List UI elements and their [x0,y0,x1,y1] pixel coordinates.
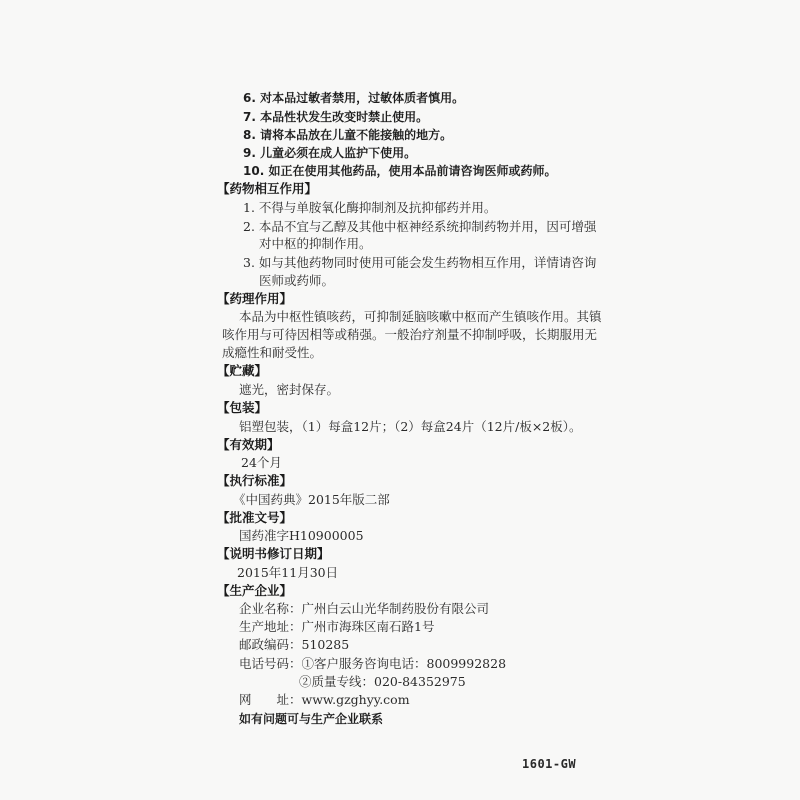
precaution-item-6 [243,90,464,106]
package-text: 铝塑包装，（1）每盒12片；（2）每盒24片（12片/板×2板）。 [239,419,582,434]
precaution-item-10 [243,163,556,179]
item-number: 10. [243,164,265,178]
item-number: 9. [243,146,256,160]
item-text: 不得与单胺氧化酶抑制剂及抗抑郁药并用。 [258,200,497,215]
manufacturer-address: 生产地址：广州市海珠区南石路1号 [239,619,435,634]
manufacturer-name: 企业名称：广州白云山光华制药股份有限公司 [239,601,490,616]
item-number: 2. [243,219,255,234]
manufacturer-website: 网 址：www.gzghyy.com [239,692,410,707]
item-number: 8. [243,128,256,142]
manufacturer-phone-quality: ②质量专线：020-84352975 [299,674,466,689]
item-number: 7. [243,110,256,124]
pharmacology-line-3: 成瘾性和耐受性。 [222,345,323,360]
interaction-item-1 [243,200,496,216]
storage-text: 遮光，密封保存。 [239,382,340,397]
item-text: 请将本品放在儿童不能接触的地方。 [260,128,453,142]
interaction-item-2-cont: 对中枢的抑制作用。 [259,236,372,251]
item-number: 3. [243,255,255,270]
standard-text: 《中国药典》2015年版二部 [233,492,390,507]
pharmacology-line-2: 咳作用与可待因相等或稍强。一般治疗剂量不抑制呼吸，长期服用无 [222,327,598,342]
contact-note: 如有问题可与生产企业联系 [239,712,384,726]
manufacturer-postcode: 邮政编码：510285 [239,637,350,652]
item-text: 本品不宜与乙醇及其他中枢神经系统抑制药物并用，因可增强 [258,219,597,234]
item-text: 儿童必须在成人监护下使用。 [260,146,417,160]
section-heading-package: 【包装】 [217,400,268,415]
section-heading-standard: 【执行标准】 [217,473,293,488]
item-text: 本品性状发生改变时禁止使用。 [260,110,429,124]
section-heading-interactions: 【药物相互作用】 [217,181,318,196]
item-number: 6. [243,91,256,105]
interaction-item-3 [243,255,596,271]
interaction-item-2 [243,219,596,235]
item-text: 如与其他药物同时使用可能会发生药物相互作用，详情请咨询 [258,255,597,270]
section-heading-manufacturer: 【生产企业】 [217,583,293,598]
interaction-item-3-cont: 医师或药师。 [259,273,335,288]
approval-number: 国药准字H10900005 [239,528,364,543]
precaution-item-8 [243,127,452,143]
section-heading-pharmacology: 【药理作用】 [217,291,293,306]
precaution-item-7 [243,109,428,125]
revision-date: 2015年11月30日 [237,565,339,580]
item-text: 如正在使用其他药品，使用本品前请咨询医师或药师。 [268,164,557,178]
section-heading-validity: 【有效期】 [217,437,280,452]
section-heading-storage: 【贮藏】 [217,363,268,378]
precaution-item-9 [243,145,416,161]
validity-text: 24个月 [241,455,282,470]
pharmacology-line-1: 本品为中枢性镇咳药，可抑制延脑咳嗽中枢而产生镇咳作用。其镇 [239,309,602,324]
item-number: 1. [243,200,255,215]
section-heading-revision: 【说明书修订日期】 [217,546,330,561]
manufacturer-phone-service: 电话号码：①客户服务咨询电话：8009992828 [239,656,507,671]
item-text: 对本品过敏者禁用，过敏体质者慎用。 [260,91,465,105]
print-code: 1601-GW [522,757,577,771]
section-heading-approval: 【批准文号】 [217,510,293,525]
